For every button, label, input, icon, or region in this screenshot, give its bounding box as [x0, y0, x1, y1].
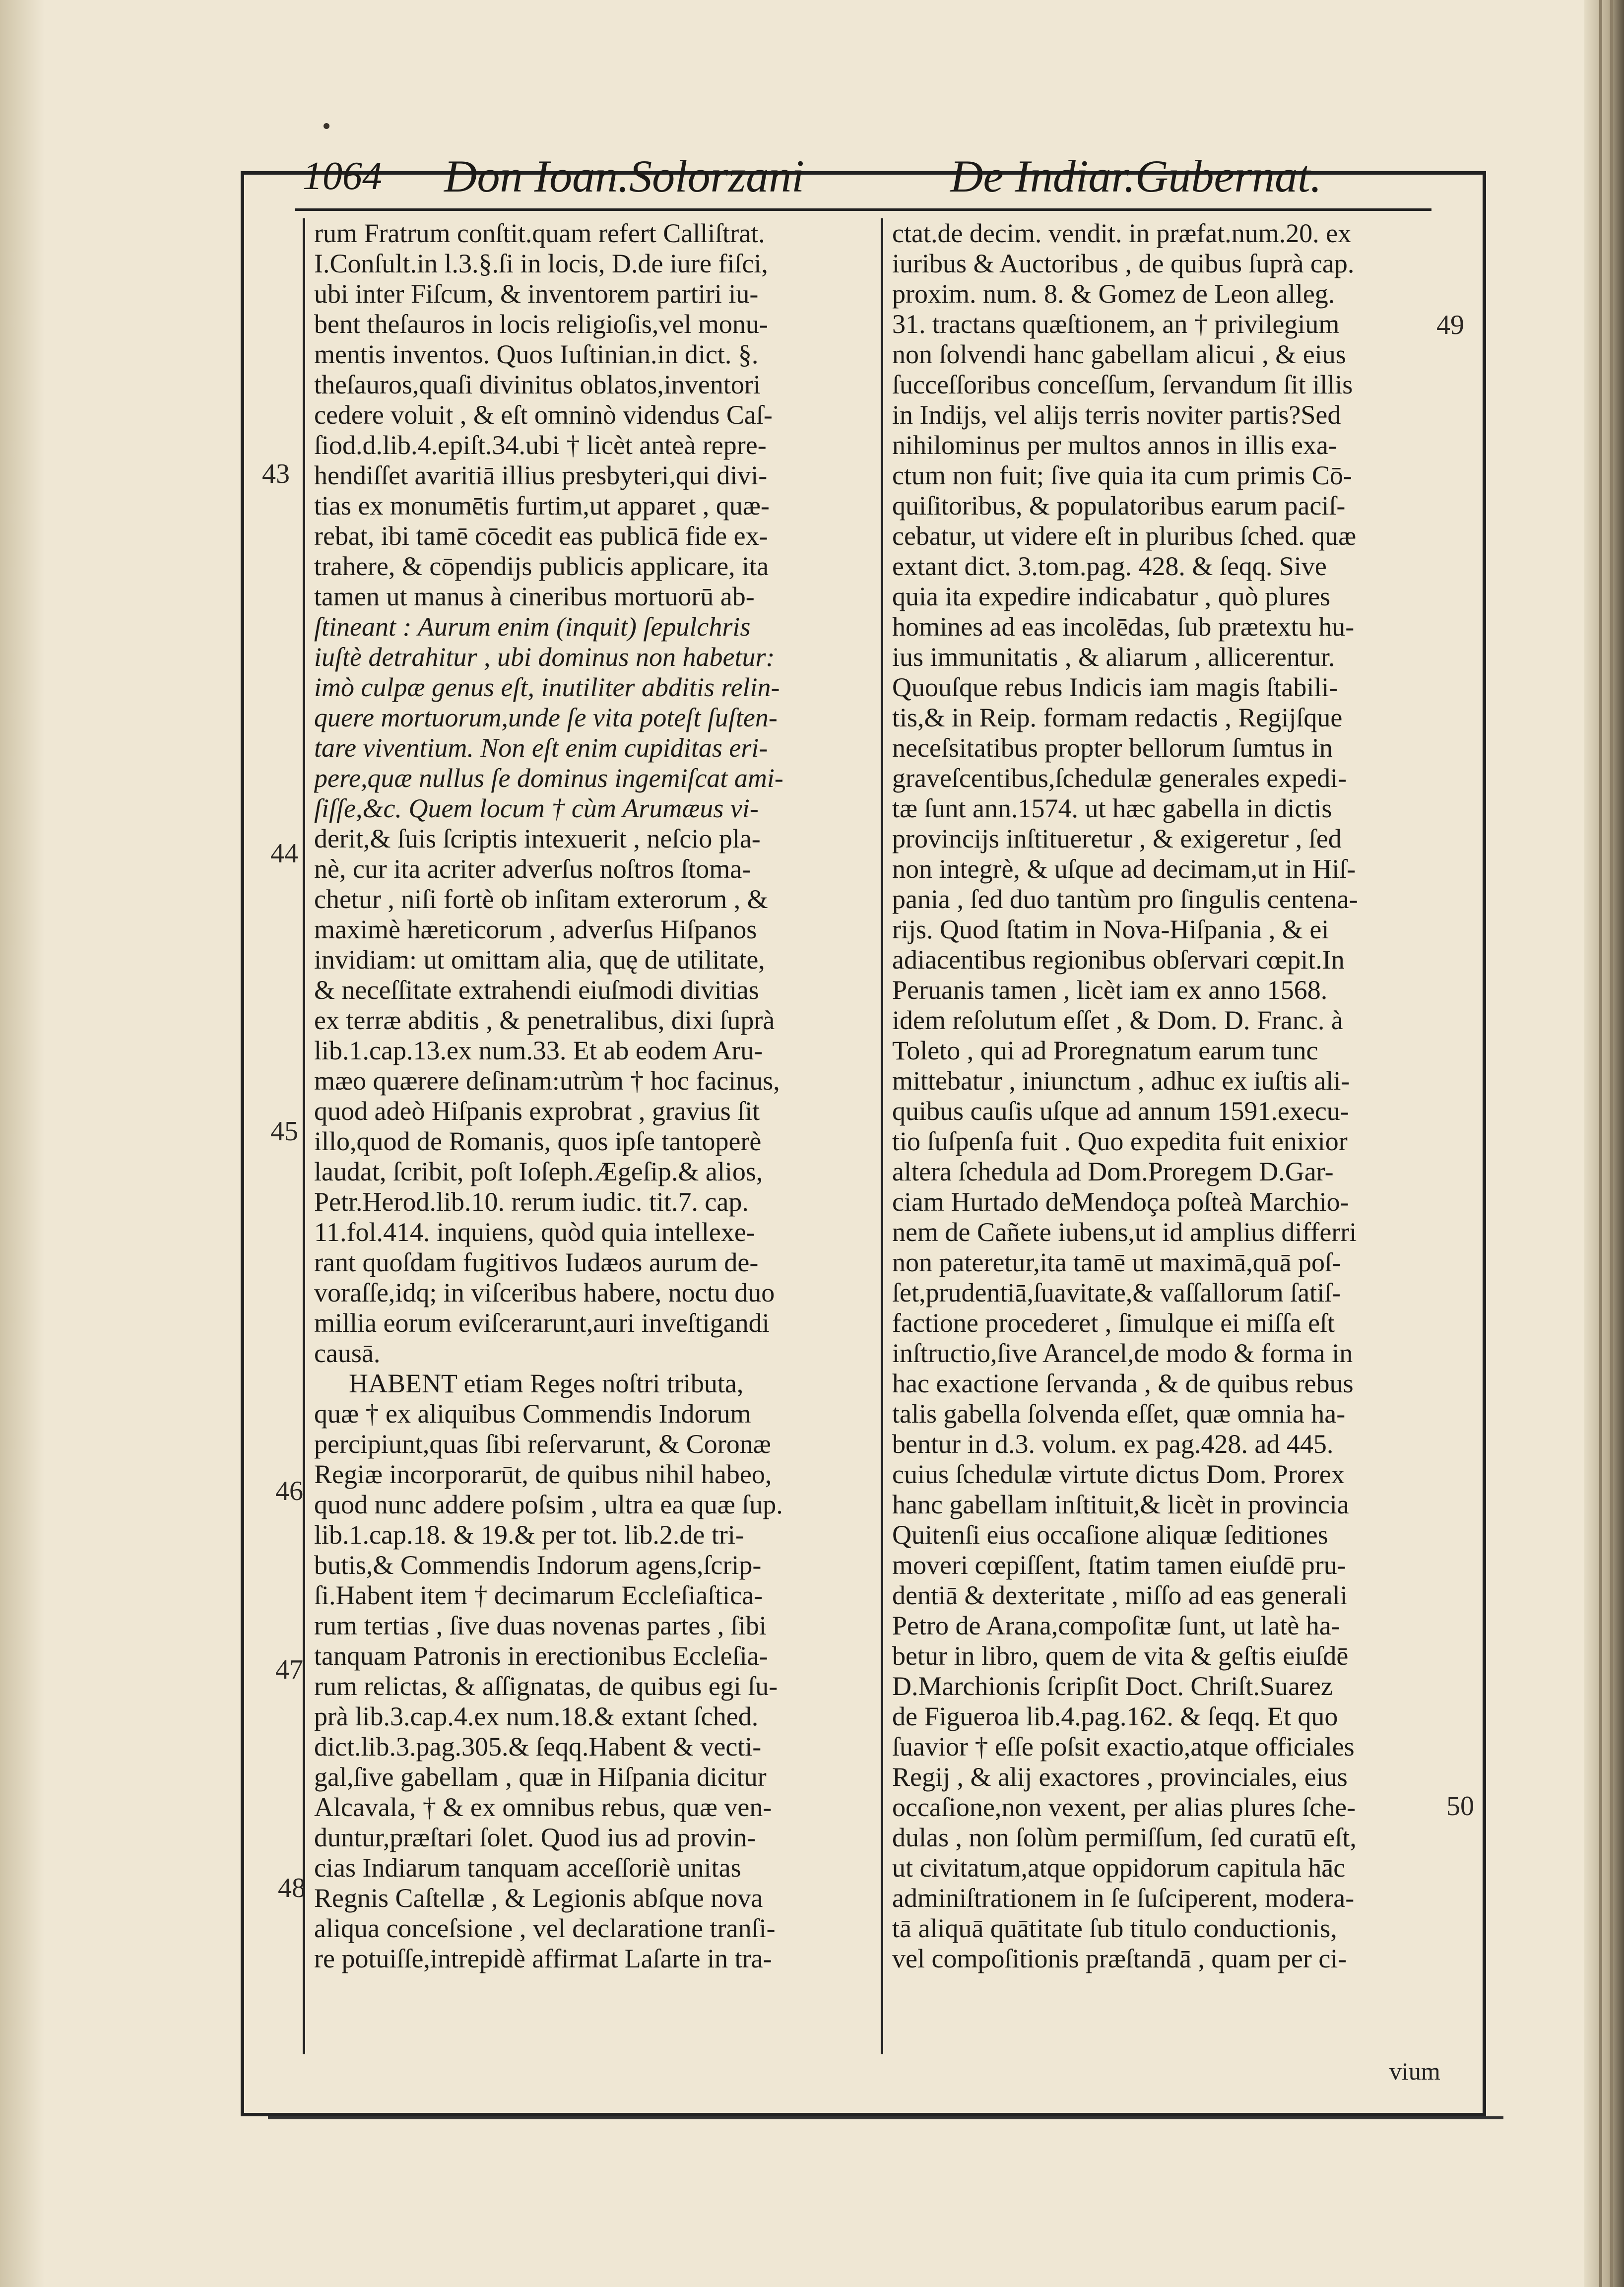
text-line: hanc gabellam inſtituit,& licèt in provincia [892, 1490, 1349, 1519]
text-line: proxim. num. 8. & Gomez de Leon alleg. [892, 279, 1335, 309]
text-line: 31. tractans quæſtionem, an † privilegium [892, 309, 1340, 339]
text-line: imò culpæ genus eſt, inutiliter abditis relin- [314, 672, 780, 702]
text-line: ſucceſſoribus conceſſum, ſervandum ſit illis [892, 370, 1353, 399]
text-line: quiſitoribus, & populatoribus earum paciſ- [892, 491, 1346, 521]
text-line: nihilominus per multos annos in illis exa- [892, 430, 1337, 460]
margin-number: 50 [1446, 1791, 1474, 1822]
text-line: dentiā & dexteritate , miſſo ad eas generali [892, 1580, 1348, 1610]
text-line: ius immunitatis , & aliarum , allicerentur. [892, 642, 1335, 672]
running-head-author: Don Ioan.Solorzani [444, 151, 804, 201]
text-line: iuribus & Auctoribus , de quibus ſuprà cap. [892, 249, 1355, 278]
text-line: ctum non fuit; ſive quia ita cum primis Cō- [892, 460, 1352, 490]
text-line: ut civitatum,atque oppidorum capitula hāc [892, 1853, 1346, 1883]
text-line: quæ † ex aliquibus Commendis Indorum [314, 1399, 751, 1429]
text-line: betur in libro, quem de vita & geſtis eiuſdē [892, 1641, 1349, 1671]
text-line: percipiunt,quas ſibi reſervarunt, & Coronæ [314, 1429, 771, 1459]
text-line: ſtineant : Aurum enim (inquit) ſepulchris [314, 612, 751, 642]
text-line: quere mortuorum,unde ſe vita poteſt ſuſten- [314, 703, 778, 732]
text-line: Quouſque rebus Indicis iam magis ſtabili- [892, 672, 1338, 702]
text-line: factione procederet , ſimulque ei miſſa eſt [892, 1308, 1335, 1338]
header-rule [295, 208, 1431, 211]
text-line: neceſsitatibus propter bellorum ſumtus in [892, 733, 1333, 763]
text-line: quod adeò Hiſpanis exprobrat , gravius ſit [314, 1096, 760, 1126]
text-line: mentis inventos. Quos Iuſtinian.in dict. §. [314, 339, 759, 369]
text-line: nem de Cañete iubens,ut id amplius differri [892, 1217, 1357, 1247]
text-line: Quitenſi eius occaſione aliquæ ſeditiones [892, 1520, 1328, 1550]
text-line: lib.1.cap.13.ex num.33. Et ab eodem Aru- [314, 1036, 763, 1065]
text-line: bent theſauros in locis religioſis,vel monu- [314, 309, 768, 339]
text-line: rum Fratrum conſtit.quam refert Calliſtrat. [314, 218, 765, 248]
text-line: tanquam Patronis in erectionibus Eccleſia- [314, 1641, 768, 1671]
text-line: Toleto , qui ad Proregnatum earum tunc [892, 1036, 1318, 1065]
margin-number: 47 [275, 1654, 303, 1685]
text-line: non ſolvendi hanc gabellam alicui , & eius [892, 339, 1346, 369]
margin-number: 45 [270, 1116, 298, 1147]
page-number: 1064 [303, 154, 382, 198]
text-line: adiacentibus regionibus obſervari cœpit.In [892, 945, 1345, 975]
text-line: Regiæ incorporarūt, de quibus nihil habeo, [314, 1459, 772, 1489]
text-line: ciam Hurtado deMendoça poſteà Marchio- [892, 1187, 1349, 1217]
text-line: aliqua conceſsione , vel declaratione tranſi- [314, 1913, 776, 1943]
text-line: ſiſſe,&c. Quem locum † cùm Arumæus vi- [314, 793, 759, 823]
text-line: mæo quærere deſinam:utrùm † hoc facinus, [314, 1066, 780, 1096]
right-text-column [881, 218, 1443, 2054]
text-line: prà lib.3.cap.4.ex num.18.& extant ſched. [314, 1701, 759, 1731]
text-line: causā. [314, 1338, 381, 1368]
text-line: graveſcentibus,ſchedulæ generales expedi- [892, 763, 1347, 793]
text-line: tias ex monumētis furtim,ut apparet , quæ- [314, 491, 770, 521]
text-line: 11.fol.414. inquiens, quòd quia intellexe- [314, 1217, 755, 1247]
text-line: inſtructio,ſive Arancel,de modo & forma in [892, 1338, 1353, 1368]
text-line: quod nunc addere poſsim , ultra ea quæ ſup. [314, 1490, 783, 1519]
text-line: tæ ſunt ann.1574. ut hæc gabella in dictis [892, 793, 1332, 823]
gutter-shadow [0, 0, 45, 2287]
text-line: talis gabella ſolvenda eſſet, quæ omnia ha- [892, 1399, 1346, 1429]
text-line: duntur,præſtari ſolet. Quod ius ad provin- [314, 1823, 756, 1852]
text-line: theſauros,quaſi divinitus oblatos,inventori [314, 370, 761, 399]
text-line: Regnis Caſtellæ , & Legionis abſque nova [314, 1883, 763, 1913]
text-line: maximè hæreticorum , adverſus Hiſpanos [314, 915, 757, 944]
text-line: quibus cauſis uſque ad annum 1591.execu- [892, 1096, 1349, 1126]
text-line: rant quoſdam fugitivos Iudæos aurum de- [314, 1247, 759, 1277]
running-head-title: De Indiar.Gubernat. [950, 151, 1322, 201]
text-line: millia eorum eviſcerarunt,auri inveſtigandi [314, 1308, 770, 1338]
text-line: nè, cur ita acriter adverſus noſtros ſtoma- [314, 854, 751, 884]
text-line: gal,ſive gabellam , quæ in Hiſpania dicitur [314, 1762, 767, 1792]
text-line: chetur , niſi fortè ob inſitam exterorum , & [314, 884, 768, 914]
text-line: non integrè, & uſque ad decimam,ut in Hiſ- [892, 854, 1356, 884]
text-line: altera ſchedula ad Dom.Proregem D.Gar- [892, 1157, 1334, 1186]
text-line: cedere voluit , & eſt omninò videndus Caſ- [314, 400, 773, 430]
text-line: HABENT etiam Reges noſtri tributa, [349, 1369, 744, 1398]
left-text-column [303, 218, 862, 2054]
text-line: cuius ſchedulæ virtute dictus Dom. Prorex [892, 1459, 1345, 1489]
text-line: dulas , non ſolùm permiſſum, ſed curatū eſt, [892, 1823, 1357, 1852]
ink-spot [324, 123, 329, 129]
text-line: invidiam: ut omittam alia, quę de utilitate, [314, 945, 765, 975]
text-line: non pateretur,ita tamē ut maximā,quā poſ- [892, 1247, 1342, 1277]
margin-number: 43 [262, 458, 290, 489]
margin-number: 49 [1436, 310, 1464, 340]
text-line: adminiſtrationem in ſe ſuſciperent, modera- [892, 1883, 1355, 1913]
margin-number: 44 [270, 838, 298, 869]
text-line: Peruanis tamen , licèt iam ex anno 1568. [892, 975, 1328, 1005]
text-line: in Indijs, vel alijs terris noviter partis?Sed [892, 400, 1341, 430]
text-line: voraſſe,idq; in viſceribus habere, noctu duo [314, 1278, 775, 1307]
text-line: tare viventium. Non eſt enim cupiditas eri- [314, 733, 768, 763]
text-line: dict.lib.3.pag.305.& ſeqq.Habent & vecti- [314, 1732, 762, 1762]
text-line: homines ad eas incolēdas, ſub prætextu hu- [892, 612, 1355, 642]
text-line: derit,& ſuis ſcriptis intexuerit , neſcio pla- [314, 824, 761, 853]
catchword: vium [1389, 2057, 1440, 2085]
margin-number: 48 [278, 1873, 306, 1903]
text-line: bentur in d.3. volum. ex pag.428. ad 445. [892, 1429, 1334, 1459]
text-line: mittebatur , iniunctum , adhuc ex iuſtis ali- [892, 1066, 1350, 1096]
frame-bottom-rule [268, 2116, 1503, 2119]
text-line: rum relictas, & aſſignatas, de quibus egi ſu- [314, 1671, 778, 1701]
text-line: ſiod.d.lib.4.epiſt.34.ubi † licèt anteà repre- [314, 430, 767, 460]
text-line: de Figueroa lib.4.pag.162. & ſeqq. Et quo [892, 1701, 1338, 1731]
text-line: occaſione,non vexent, per alias plures ſche- [892, 1792, 1356, 1822]
text-line: lib.1.cap.18. & 19.& per tot. lib.2.de tri- [314, 1520, 744, 1550]
page-edge [1584, 0, 1624, 2287]
text-line: idem reſolutum eſſet , & Dom. D. Franc. à [892, 1005, 1343, 1035]
text-line: illo,quod de Romanis, quos ipſe tantoperè [314, 1126, 762, 1156]
text-line: extant dict. 3.tom.pag. 428. & ſeqq. Sive [892, 551, 1327, 581]
text-line: rijs. Quod ſtatim in Nova-Hiſpania , & ei [892, 915, 1329, 944]
text-line: butis,& Commendis Indorum agens,ſcrip- [314, 1550, 762, 1580]
text-line: cias Indiarum tanquam acceſſoriè unitas [314, 1853, 741, 1883]
text-line: iuſtè detrahitur , ubi dominus non habetur: [314, 642, 775, 672]
text-line: ctat.de decim. vendit. in præfat.num.20. ex [892, 218, 1352, 248]
text-line: I.Conſult.in l.3.§.ſi in locis, D.de iure fiſci, [314, 249, 768, 278]
text-line: hac exactione ſervanda , & de quibus rebus [892, 1369, 1354, 1398]
text-line: & neceſſitate extrahendi eiuſmodi divitias [314, 975, 759, 1005]
text-line: ſi.Habent item † decimarum Eccleſiaſtica- [314, 1580, 763, 1610]
text-line: ſet,prudentiā,ſuavitate,& vaſſallorum ſatiſ- [892, 1278, 1341, 1307]
text-line: hendiſſet avaritiā illius presbyteri,qui divi- [314, 460, 768, 490]
text-line: cebatur, ut videre eſt in pluribus ſched. quæ [892, 521, 1357, 551]
text-line: pere,quæ nullus ſe dominus ingemiſcat ami- [314, 763, 783, 793]
text-line: D.Marchionis ſcripſit Doct. Chriſt.Suarez [892, 1671, 1333, 1701]
text-line: Petro de Arana,compoſitæ ſunt, ut latè ha- [892, 1611, 1340, 1640]
text-line: ubi inter Fiſcum, & inventorem partiri iu- [314, 279, 759, 309]
text-line: tā aliquā quātitate ſub titulo conductionis, [892, 1913, 1337, 1943]
text-line: vel compoſitionis præſtandā , quam per ci- [892, 1944, 1347, 1973]
margin-number: 46 [275, 1476, 303, 1506]
text-line: ex terræ abditis , & penetralibus, dixi ſuprà [314, 1005, 775, 1035]
text-line: provincijs inſtitueretur , & exigeretur , ſed [892, 824, 1342, 853]
text-line: rum tertias , ſive duas novenas partes , ſibi [314, 1611, 767, 1640]
text-line: ſuavior † eſſe poſsit exactio,atque officiales [892, 1732, 1355, 1762]
text-line: rebat, ibi tamē cōcedit eas publicā fide ex- [314, 521, 768, 551]
text-line: Regij , & alij exactores , provinciales, eius [892, 1762, 1348, 1792]
text-line: tio ſuſpenſa fuit . Quo expedita fuit enixior [892, 1126, 1348, 1156]
text-line: trahere, & cōpendijs publicis applicare, ita [314, 551, 769, 581]
text-line: tamen ut manus à cineribus mortuorū ab- [314, 582, 755, 611]
text-line: moveri cœpiſſent, ſtatim tamen eiuſdē pru- [892, 1550, 1346, 1580]
text-line: pania , ſed duo tantùm pro ſingulis centena- [892, 884, 1358, 914]
text-line: laudat, ſcribit, poſt Ioſeph.Ægeſip.& alios, [314, 1157, 763, 1186]
text-line: re potuiſſe,intrepidè affirmat Laſarte in tra- [314, 1944, 772, 1973]
text-line: Petr.Herod.lib.10. rerum iudic. tit.7. cap. [314, 1187, 749, 1217]
text-line: quia ita expedire indicabatur , quò plures [892, 582, 1331, 611]
text-line: tis,& in Reip. formam redactis , Regijſque [892, 703, 1343, 732]
text-line: Alcavala, † & ex omnibus rebus, quæ ven- [314, 1792, 772, 1822]
